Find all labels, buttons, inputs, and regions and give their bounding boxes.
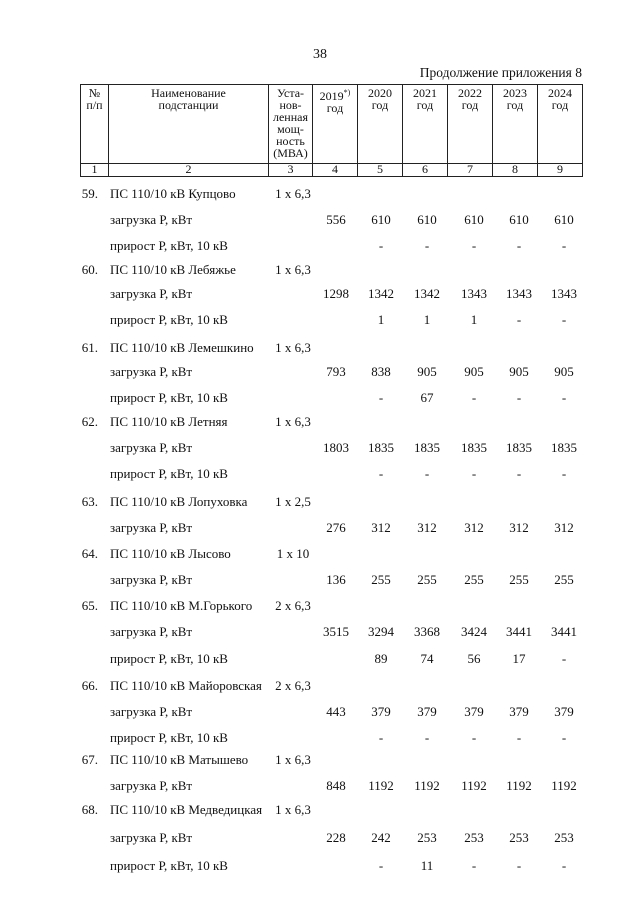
row-value: - — [561, 312, 567, 327]
row-value: 312 — [417, 520, 437, 535]
row-value: - — [378, 466, 384, 481]
table-row — [0, 752, 640, 772]
row-value: - — [561, 651, 567, 666]
header-substation-name: Наименование подстанции — [109, 85, 269, 164]
row-value: 312 — [554, 520, 574, 535]
column-number: 7 — [448, 164, 493, 177]
row-name: ПС 110/10 кВ Лопуховка — [110, 494, 248, 509]
header-2022: 2022 год — [448, 85, 493, 164]
row-value: 1 — [423, 312, 431, 327]
row-number: 67. — [81, 752, 98, 767]
row-value: 1342 — [414, 286, 440, 301]
row-value: - — [424, 466, 430, 481]
row-value: 89 — [374, 651, 388, 666]
row-value: 312 — [464, 520, 484, 535]
row-value: 905 — [464, 364, 484, 379]
table-row — [0, 678, 640, 698]
table-row — [0, 238, 640, 258]
row-name: ПС 110/10 кВ Лысово — [110, 546, 231, 561]
table-row — [0, 312, 640, 332]
row-value: - — [378, 858, 384, 873]
row-name: прирост Р, кВт, 10 кВ — [110, 466, 228, 481]
row-value: 1803 — [323, 440, 349, 455]
row-value: 1835 — [414, 440, 440, 455]
header-2023: 2023 год — [493, 85, 538, 164]
row-name: загрузка Р, кВт — [110, 778, 193, 793]
row-value: 253 — [417, 830, 437, 845]
row-value: 556 — [326, 212, 346, 227]
row-name: ПС 110/10 кВ М.Горького — [110, 598, 253, 613]
row-name: ПС 110/10 кВ Летняя — [110, 414, 228, 429]
row-name: ПС 110/10 кВ Лебяжье — [110, 262, 236, 277]
column-number: 8 — [493, 164, 538, 177]
row-value: 1835 — [506, 440, 532, 455]
table-row — [0, 546, 640, 566]
table-header — [80, 84, 583, 177]
row-capacity: 1 х 6,3 — [275, 752, 311, 767]
row-value: 1 — [377, 312, 385, 327]
row-value: - — [516, 466, 522, 481]
row-value: 1192 — [506, 778, 532, 793]
table-row — [0, 651, 640, 671]
table-row — [0, 778, 640, 798]
row-value: 793 — [326, 364, 346, 379]
table-row — [0, 704, 640, 724]
row-value: 1343 — [551, 286, 577, 301]
column-number: 9 — [538, 164, 583, 177]
row-value: 255 — [509, 572, 529, 587]
row-value: 838 — [371, 364, 391, 379]
table-row — [0, 390, 640, 410]
row-value: - — [471, 466, 477, 481]
row-value: - — [516, 390, 522, 405]
column-number: 2 — [109, 164, 269, 177]
table-row — [0, 858, 640, 878]
row-value: 255 — [464, 572, 484, 587]
column-number: 4 — [313, 164, 358, 177]
header-2020: 2020 год — [358, 85, 403, 164]
row-number: 63. — [81, 494, 98, 509]
row-value: 1835 — [461, 440, 487, 455]
row-value: 379 — [464, 704, 484, 719]
row-capacity: 1 х 6,3 — [275, 414, 311, 429]
row-value: 379 — [417, 704, 437, 719]
row-value: 228 — [326, 830, 346, 845]
column-number: 3 — [269, 164, 313, 177]
header-2024: 2024 год — [538, 85, 583, 164]
row-name: ПС 110/10 кВ Лемешкино — [110, 340, 254, 355]
table-row — [0, 494, 640, 514]
row-value: - — [516, 858, 522, 873]
table-row — [0, 364, 640, 384]
header-2021: 2021 год — [403, 85, 448, 164]
table-row — [0, 598, 640, 618]
row-value: 610 — [554, 212, 574, 227]
row-capacity: 2 х 6,3 — [275, 678, 311, 693]
table-row — [0, 802, 640, 822]
row-value: 67 — [420, 390, 434, 405]
table-row — [0, 466, 640, 486]
continuation-label: Продолжение приложения 8 — [419, 65, 582, 80]
row-name: прирост Р, кВт, 10 кВ — [110, 730, 228, 745]
row-value: 3441 — [506, 624, 532, 639]
row-number: 66. — [81, 678, 98, 693]
row-value: - — [561, 858, 567, 873]
row-name: прирост Р, кВт, 10 кВ — [110, 390, 228, 405]
row-name: загрузка Р, кВт — [110, 624, 193, 639]
row-value: 1192 — [368, 778, 394, 793]
row-number: 60. — [81, 262, 98, 277]
row-name: загрузка Р, кВт — [110, 704, 193, 719]
row-value: 3441 — [551, 624, 577, 639]
table-row — [0, 624, 640, 644]
row-value: 905 — [554, 364, 574, 379]
row-value: 312 — [371, 520, 391, 535]
table-row — [0, 440, 640, 460]
table-row — [0, 262, 640, 282]
row-value: 255 — [554, 572, 574, 587]
table-row — [0, 830, 640, 850]
row-number: 59. — [81, 186, 98, 201]
table-row — [0, 286, 640, 306]
row-name: прирост Р, кВт, 10 кВ — [110, 858, 228, 873]
table-row — [0, 186, 640, 206]
row-value: 443 — [326, 704, 346, 719]
row-value: - — [424, 238, 430, 253]
row-value: 253 — [464, 830, 484, 845]
row-value: 905 — [417, 364, 437, 379]
row-name: ПС 110/10 кВ Матышево — [110, 752, 249, 767]
row-value: 1192 — [414, 778, 440, 793]
row-name: загрузка Р, кВт — [110, 364, 193, 379]
row-value: 610 — [371, 212, 391, 227]
row-name: ПС 110/10 кВ Медведицкая — [110, 802, 263, 817]
row-value: 17 — [512, 651, 526, 666]
row-value: - — [561, 730, 567, 745]
row-capacity: 1 х 6,3 — [275, 186, 311, 201]
table-row — [0, 730, 640, 750]
page-number: 38 — [313, 47, 327, 62]
row-name: прирост Р, кВт, 10 кВ — [110, 312, 228, 327]
row-value: 610 — [417, 212, 437, 227]
row-name: прирост Р, кВт, 10 кВ — [110, 651, 228, 666]
row-value: - — [516, 238, 522, 253]
row-value: 610 — [464, 212, 484, 227]
row-name: загрузка Р, кВт — [110, 440, 193, 455]
row-value: 312 — [509, 520, 529, 535]
row-value: - — [471, 730, 477, 745]
row-value: 1835 — [551, 440, 577, 455]
row-capacity: 1 х 10 — [276, 546, 310, 561]
row-name: загрузка Р, кВт — [110, 520, 193, 535]
row-value: 379 — [554, 704, 574, 719]
row-value: - — [378, 730, 384, 745]
row-value: 3515 — [323, 624, 349, 639]
row-value: 253 — [554, 830, 574, 845]
row-number: 64. — [81, 546, 98, 561]
row-value: 255 — [371, 572, 391, 587]
column-number: 5 — [358, 164, 403, 177]
row-value: - — [471, 858, 477, 873]
row-value: 276 — [326, 520, 346, 535]
column-number: 1 — [81, 164, 109, 177]
row-capacity: 1 х 6,3 — [275, 340, 311, 355]
row-value: 905 — [509, 364, 529, 379]
table-row — [0, 572, 640, 592]
row-value: 242 — [371, 830, 391, 845]
row-value: 11 — [420, 858, 434, 873]
row-value: 1342 — [368, 286, 394, 301]
row-value: - — [561, 390, 567, 405]
table-row — [0, 212, 640, 232]
row-value: - — [424, 730, 430, 745]
row-value: 3424 — [461, 624, 487, 639]
row-value: 255 — [417, 572, 437, 587]
row-name: ПС 110/10 кВ Майоровская — [110, 678, 262, 693]
row-name: загрузка Р, кВт — [110, 572, 193, 587]
row-value: 74 — [420, 651, 434, 666]
row-number: 65. — [81, 598, 98, 613]
row-value: - — [516, 312, 522, 327]
row-value: 1835 — [368, 440, 394, 455]
row-value: 848 — [326, 778, 346, 793]
row-value: 1192 — [461, 778, 487, 793]
table-row — [0, 414, 640, 434]
row-value: 3368 — [414, 624, 440, 639]
row-value: 1343 — [506, 286, 532, 301]
row-capacity: 1 х 2,5 — [275, 494, 311, 509]
header-capacity: Уста- нов- ленная мощ- ность (МВА) — [269, 85, 313, 164]
table-row — [0, 340, 640, 360]
row-capacity: 1 х 6,3 — [275, 802, 311, 817]
row-value: - — [471, 238, 477, 253]
row-value: 56 — [467, 651, 481, 666]
row-name: загрузка Р, кВт — [110, 830, 193, 845]
row-value: - — [471, 390, 477, 405]
row-capacity: 2 х 6,3 — [275, 598, 311, 613]
row-value: 3294 — [368, 624, 394, 639]
header-2019: 2019*) год — [313, 85, 358, 164]
row-value: 253 — [509, 830, 529, 845]
row-value: 1298 — [323, 286, 349, 301]
row-value: - — [378, 390, 384, 405]
row-name: загрузка Р, кВт — [110, 286, 193, 301]
row-value: 379 — [509, 704, 529, 719]
row-number: 62. — [81, 414, 98, 429]
row-number: 61. — [81, 340, 98, 355]
row-value: 379 — [371, 704, 391, 719]
row-value: - — [561, 466, 567, 481]
row-value: - — [516, 730, 522, 745]
row-name: ПС 110/10 кВ Купцово — [110, 186, 236, 201]
table-row — [0, 520, 640, 540]
row-number: 68. — [81, 802, 98, 817]
row-value: 1 — [470, 312, 478, 327]
row-value: 136 — [326, 572, 346, 587]
column-number: 6 — [403, 164, 448, 177]
row-capacity: 1 х 6,3 — [275, 262, 311, 277]
row-value: 1343 — [461, 286, 487, 301]
row-name: загрузка Р, кВт — [110, 212, 193, 227]
row-value: - — [378, 238, 384, 253]
row-value: - — [561, 238, 567, 253]
row-name: прирост Р, кВт, 10 кВ — [110, 238, 228, 253]
header-number: № п/п — [81, 85, 109, 164]
row-value: 1192 — [551, 778, 577, 793]
row-value: 610 — [509, 212, 529, 227]
